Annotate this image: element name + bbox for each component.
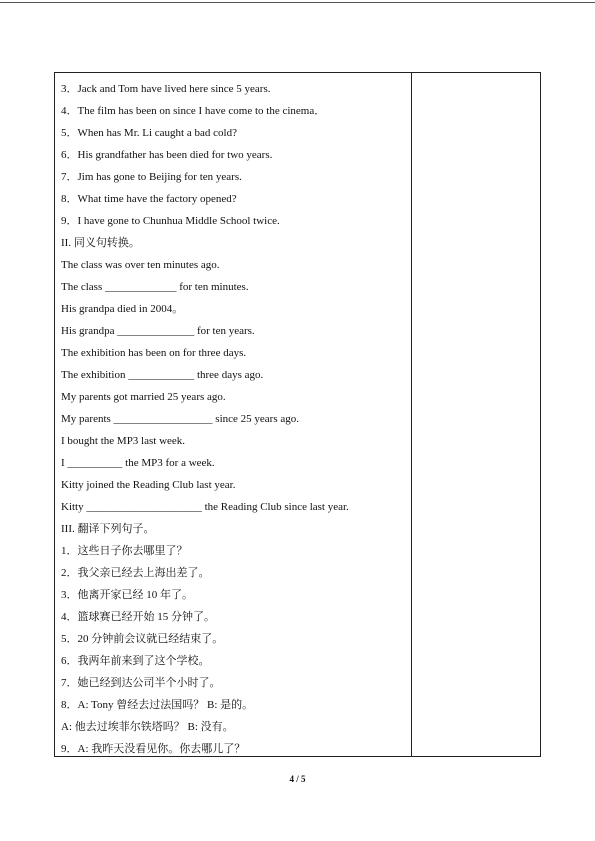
exercise-line: 7．Jim has gone to Beijing for ten years. [61,171,242,183]
exercise-line: His grandpa died in 2004。 [61,303,184,315]
exercise-line: The class was over ten minutes ago. [61,259,220,271]
exercise-content [61,78,407,760]
top-rule [0,2,595,3]
exercise-line: 6．His grandfather has been died for two years. [61,149,273,161]
exercise-line: 2．我父亲已经去上海出差了。 [61,567,210,579]
exercise-line: My parents got married 25 years ago. [61,391,226,403]
exercise-line: The class _____________ for ten minutes. [61,281,249,293]
exercise-line: My parents __________________ since 25 years ago. [61,413,299,425]
exercise-line: 1．这些日子你去哪里了？ [61,545,188,557]
exercise-line: The exhibition has been on for three days. [61,347,247,359]
exercise-line: 8．What time have the factory opened? [61,193,237,205]
exercise-line: 4．The film has been on since I have come to the cinema． [61,105,326,117]
section-heading: II. 同义句转换。 [61,237,140,249]
exercise-line: The exhibition ____________ three days ago. [61,369,264,381]
exercise-line: 3．Jack and Tom have lived here since 5 years. [61,83,271,95]
exercise-line: 5．20 分钟前会议就已经结束了。 [61,633,224,645]
column-divider [411,73,412,756]
exercise-line: 7．她已经到达公司半个小时了。 [61,677,221,689]
exercise-line: I bought the MP3 last week. [61,435,186,447]
exercise-line: I __________ the MP3 for a week. [61,457,215,469]
exercise-line: Kitty joined the Reading Club last year. [61,479,236,491]
exercise-line: 9．A: 我昨天没看见你。你去哪儿了？ [61,743,246,755]
worksheet-table [54,72,541,757]
exercise-line: 8．A: Tony 曾经去过法国吗？ B: 是的。 [61,699,254,711]
exercise-line: A: 他去过埃菲尔铁塔吗？ B: 没有。 [61,721,234,733]
exercise-line: 5．When has Mr. Li caught a bad cold? [61,127,237,139]
exercise-line: His grandpa ______________ for ten years. [61,325,255,337]
page-number: 4 / 5 [289,774,306,784]
exercise-line: 3．他离开家已经 10 年了。 [61,589,193,601]
exercise-line: 6．我两年前来到了这个学校。 [61,655,210,667]
section-heading: III. 翻译下列句子。 [61,523,155,535]
exercise-line: Kitty _____________________ the Reading Club since last year. [61,501,349,513]
exercise-line: 9．I have gone to Chunhua Middle School twice. [61,215,280,227]
exercise-line: 4．篮球赛已经开始 15 分钟了。 [61,611,215,623]
